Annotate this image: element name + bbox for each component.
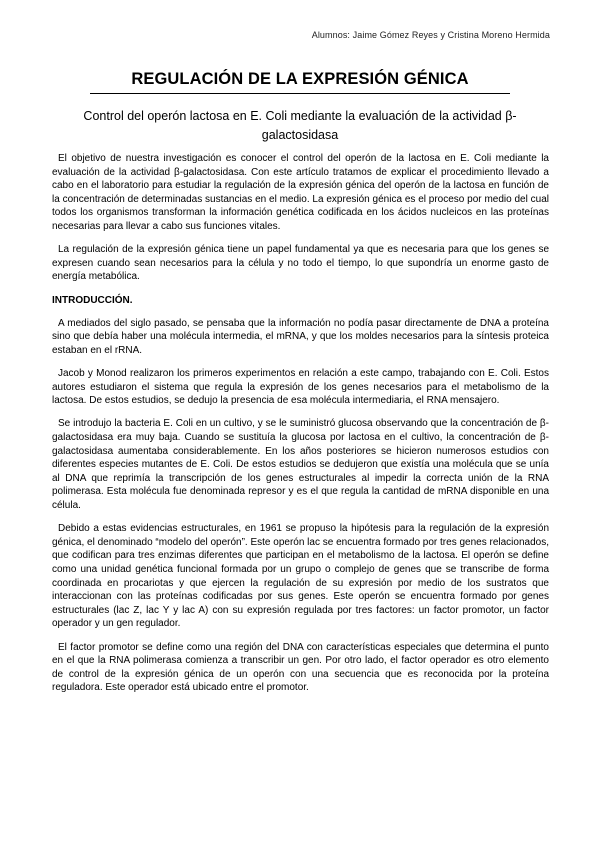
page-title: REGULACIÓN DE LA EXPRESIÓN GÉNICA [90,70,510,94]
paragraph-objective: El objetivo de nuestra investigación es conocer el control del operón de la lactosa en E. Coli mediante la evaluación de la actividad β-galactosidasa. Con este artículo tratamos de explicar el procedimiento llevado a cabo en el laboratorio para estudiar la regulación de la expresión génica del operón de la lactosa en función de la concentración de determinadas sustancias en el medio. La expresión génica es el proceso por medio del cual todos los organismos transforman la información genética codificada en los ácidos nucleicos en las proteínas necesarias para llevar a cabo sus funciones vitales. [52,153,549,232]
paragraph-regulation: La regulación de la expresión génica tiene un papel fundamental ya que es necesaria para que los genes se expresen cuando sean necesarios para la célula y no todo el tiempo, lo que supondría un enorme gasto de energía metabólica. [52,244,549,283]
paragraph-experiment: Se introdujo la bacteria E. Coli en un cultivo, y se le suministró glucosa observando que la concentración de β-galactosidasa era muy baja. Cuando se sustituía la glucosa por lactosa en el cultivo, la concentración de β-galactosidasa aumentaba considerablemente. En los años posteriores se hicieron numerosos estudios con diferentes especies mutantes de E. Coli. De estos estudios se dedujeron que existía una molécula que se unía al DNA que reprimía la transcripción de los genes estructurales al impedir la correcta unión de la RNA polimerasa. Esta molécula fue denominada represor y es el que regula la cantidad de mRNA disponible en una célula. [52,418,549,512]
authors-header: Alumnos: Jaime Gómez Reyes y Cristina Moreno Hermida [311,30,550,40]
paragraph-promoter: El factor promotor se define como una región del DNA con características especiales que determina el punto en el que la RNA polimerasa comienza a transcribir un gen. Por otro lado, el factor operador es otro elemento de control de la expresión génica de un operón con una secuencia que es reconocida por la proteína reguladora. Este operador está ubicado entre el promotor. [52,641,549,694]
paragraph-history: A mediados del siglo pasado, se pensaba que la información no podía pasar directamente de DNA a proteína sino que debía haber una molécula intermedia, el mRNA, y que los moldes necesarios para la síntesis proteica estaban en el rRNA. [52,317,549,356]
subtitle: Control del operón lactosa en E. Coli mediante la evaluación de la actividad β-galactosidasa [83,109,517,142]
section-heading-introduction: INTRODUCCIÓN. [52,294,133,306]
paragraph-operon-model: Debido a estas evidencias estructurales, en 1961 se propuso la hipótesis para la regulación de la expresión génica, el denominado “modelo del operón”. Este operón lac se encuentra formado por tres genes relacionados, que codifican para tres enzimas diferentes que participan en el metabolismo de la lactosa. El operón se define como una unidad genética funcional formada por un grupo o complejo de genes que se transcribe de forma coordinada en procariotas y que ejercen la regulación de su expresión por medio de los sustratos que interaccionan con las proteínas codificadas por sus genes. Este operón se encuentra formado por genes estructurales (lac Z, lac Y y lac A) con su expresión regulada por tres factores: un factor promotor, un factor operador y un gen regulador. [52,523,549,630]
paragraph-jacob-monod: Jacob y Monod realizaron los primeros experimentos en relación a este campo, trabajando con E. Coli. Estos autores estudiaron el sistema que regula la expresión de los genes necesarios para el metabolismo de la lactosa. De estos estudios, se dedujo la presencia de esa molécula intermediaria, el RNA mensajero. [52,368,549,407]
document-body [52,152,549,705]
